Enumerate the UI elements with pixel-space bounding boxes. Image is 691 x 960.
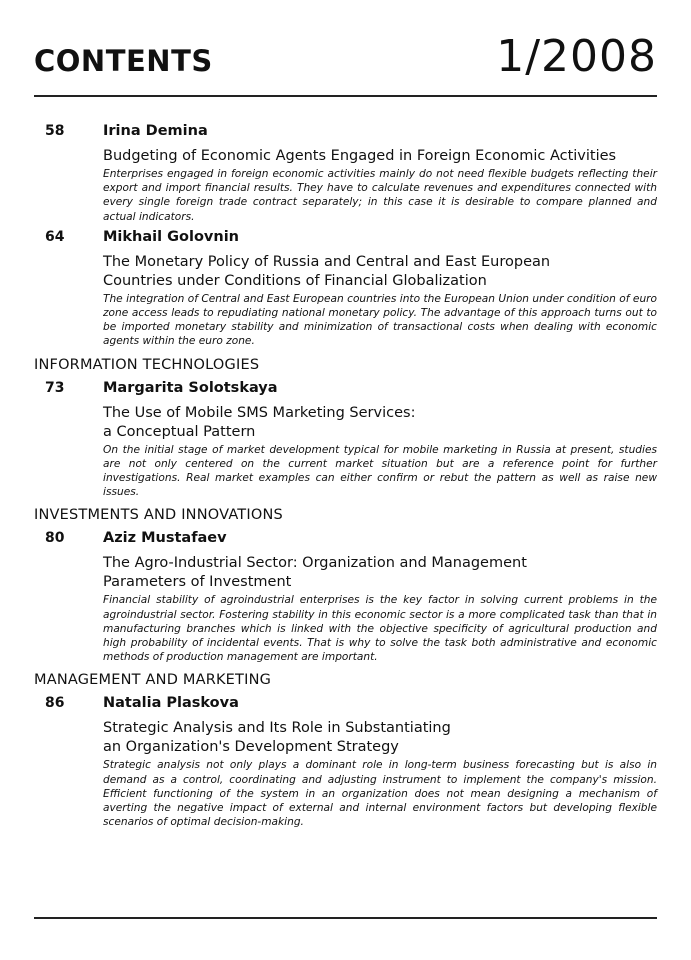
article-title: Budgeting of Economic Agents Engaged in Foreign Economic Activities [103, 148, 617, 164]
section-heading: INFORMATION TECHNOLOGIES [34, 356, 260, 373]
section-heading: INVESTMENTS AND INNOVATIONS [34, 507, 283, 524]
table-of-contents [34, 122, 657, 833]
toc-entry-header [34, 379, 657, 401]
toc-entry [34, 122, 657, 224]
article-title: Strategic Analysis and Its Role in Substantiating an Organization's Development Strategy [103, 720, 451, 756]
author-name: Margarita Solotskaya [103, 379, 278, 396]
page-title: CONTENTS [34, 44, 213, 78]
page-number: 80 [45, 530, 65, 547]
page-number: 73 [45, 379, 65, 396]
page-number: 58 [45, 123, 65, 139]
toc-entry [34, 694, 657, 829]
article-abstract: On the initial stage of market development typical for mobile marketing in Russia at present, studies are not only centered on the current market situation but are a reference point for further investigations. Real market examples can either confirm or rebut the pattern as well as raise new issues. [103, 443, 657, 499]
article-abstract: Enterprises engaged in foreign economic activities mainly do not need flexible budgets reflecting their export and import financial results. They have to calculate revenues and expenditures connected with every single foreign trade contract separately; in this case it is desirable to compare planned and actual indicators. [103, 168, 657, 223]
toc-entry [34, 228, 657, 349]
article-title: The Monetary Policy of Russia and Central and East European Countries under Conditions of Financial Globalization [103, 253, 551, 289]
toc-entry [34, 379, 657, 500]
article-abstract: The integration of Central and East European countries into the European Union under condition of euro zone access leads to repudiating national monetary policy. The advantage of this approach turns out to be imported monetary stability and minimization of transactional costs when dealing with economic agents within the euro zone. [103, 292, 657, 348]
author-name: Irina Demina [103, 123, 208, 139]
article-title: The Use of Mobile SMS Marketing Services: a Conceptual Pattern [103, 404, 416, 440]
author-name: Mikhail Golovnin [103, 228, 240, 245]
page-number: 86 [45, 695, 65, 712]
footer-divider [34, 917, 657, 919]
author-name: Natalia Plaskova [103, 695, 239, 712]
toc-entry-header [34, 122, 657, 144]
article-abstract: Strategic analysis not only plays a dominant role in long-term business forecasting but is also in demand as a control, coordinating and adjusting instrument to implement the company's mission. Efficient functioning of the system in an organization does not mean designing a mechanism of averting the negative impact of external and internal environment factors but developing flexible scenarios of optimal decision-making. [103, 759, 657, 829]
article-abstract: Financial stability of agroindustrial enterprises is the key factor in solving current problems in the agroindustrial sector. Fostering stability in this economic sector is a more complicated task than that in manufacturing branches which is linked with the objective specificity of agricultural production and high probability of incidental events. That is why to solve the task both administrative and economic methods of production management are important. [103, 594, 657, 664]
toc-entry [34, 529, 657, 664]
toc-entry-header [34, 228, 657, 250]
section-heading: MANAGEMENT AND MARKETING [34, 672, 272, 689]
page-header [34, 22, 657, 96]
page-number: 64 [45, 228, 65, 245]
toc-entry-header [34, 694, 657, 716]
author-name: Aziz Mustafaev [103, 530, 227, 547]
issue-number: 1/2008 [496, 31, 657, 82]
article-title: The Agro-Industrial Sector: Organization and Management Parameters of Investment [103, 555, 527, 591]
toc-entry-header [34, 529, 657, 551]
header-divider [34, 95, 657, 97]
